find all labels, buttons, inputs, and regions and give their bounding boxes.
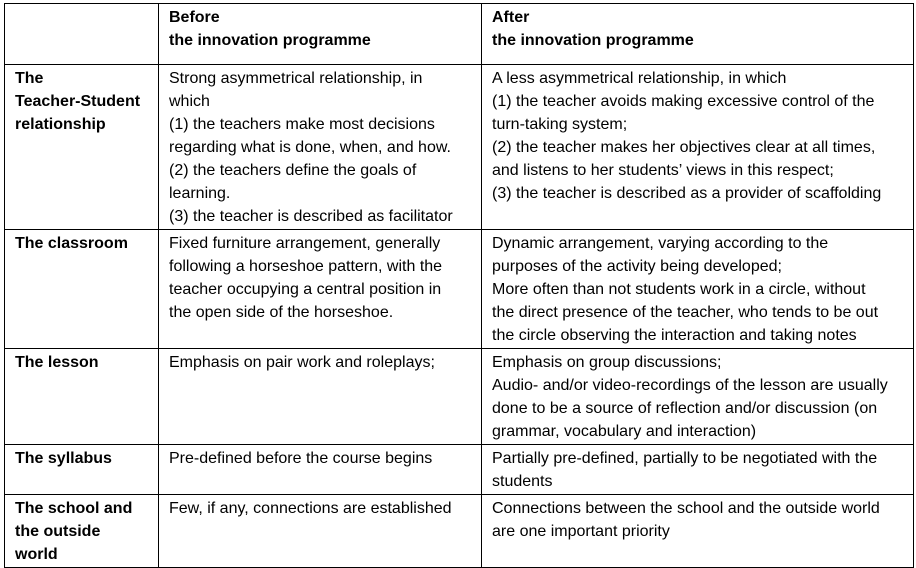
corner-cell <box>5 4 159 65</box>
cell-line: turn-taking system; <box>492 116 628 133</box>
before-cell <box>159 495 482 568</box>
cell-line: students <box>492 473 553 490</box>
cell-line: Connections between the school and the outside world <box>492 500 880 517</box>
cell-line: (2) the teachers define the goals of <box>169 162 417 179</box>
table-row-school-outside-world <box>5 495 914 568</box>
label-line: The lesson <box>15 354 99 371</box>
cell-line: the circle observing the interaction and taking notes <box>492 327 857 344</box>
cell-line: the direct presence of the teacher, who tends to be out <box>492 304 879 321</box>
after-cell <box>482 495 914 568</box>
header-line: Before <box>169 9 220 26</box>
after-cell <box>482 65 914 230</box>
label-line: the outside <box>15 523 101 540</box>
header-line: the innovation programme <box>492 32 694 49</box>
label-line: The classroom <box>15 235 128 252</box>
cell-line: learning. <box>169 185 231 202</box>
cell-line: Few, if any, connections are established <box>169 500 452 517</box>
before-cell <box>159 349 482 445</box>
row-label <box>5 230 159 349</box>
cell-line: and listens to her students’ views in this respect; <box>492 162 834 179</box>
cell-line: regarding what is done, when, and how. <box>169 139 451 156</box>
cell-line: (3) the teacher is described as facilitator <box>169 208 453 225</box>
table-row-lesson <box>5 349 914 445</box>
cell-line: Fixed furniture arrangement, generally <box>169 235 441 252</box>
cell-line: purposes of the activity being developed; <box>492 258 782 275</box>
before-cell <box>159 445 482 495</box>
table-row-syllabus <box>5 445 914 495</box>
cell-line: (3) the teacher is described as a provider of scaffolding <box>492 185 882 202</box>
cell-line: the open side of the horseshoe. <box>169 304 394 321</box>
cell-line: teacher occupying a central position in <box>169 281 442 298</box>
row-label <box>5 495 159 568</box>
cell-line: Emphasis on pair work and roleplays; <box>169 354 435 371</box>
column-header-before <box>159 4 482 65</box>
header-line: the innovation programme <box>169 32 371 49</box>
row-label <box>5 445 159 495</box>
cell-line: Partially pre-defined, partially to be negotiated with the <box>492 450 878 467</box>
table-row-classroom <box>5 230 914 349</box>
cell-line: (1) the teachers make most decisions <box>169 116 435 133</box>
label-line: relationship <box>15 116 106 133</box>
after-cell <box>482 349 914 445</box>
before-cell <box>159 230 482 349</box>
cell-line: done to be a source of reflection and/or discussion (on <box>492 400 878 417</box>
before-cell <box>159 65 482 230</box>
cell-line: A less asymmetrical relationship, in which <box>492 70 787 87</box>
cell-line: Audio- and/or video-recordings of the lesson are usually <box>492 377 888 394</box>
table-row-teacher-student <box>5 65 914 230</box>
header-line: After <box>492 9 530 26</box>
label-line: world <box>15 546 58 563</box>
cell-line: Pre-defined before the course begins <box>169 450 433 467</box>
header-row <box>5 4 914 65</box>
cell-line: More often than not students work in a circle, without <box>492 281 866 298</box>
label-line: The syllabus <box>15 450 112 467</box>
comparison-table <box>4 3 914 568</box>
label-line: Teacher-Student <box>15 93 141 110</box>
row-label <box>5 65 159 230</box>
cell-line: are one important priority <box>492 523 670 540</box>
after-cell <box>482 445 914 495</box>
cell-line: Dynamic arrangement, varying according to the <box>492 235 829 252</box>
cell-line: following a horseshoe pattern, with the <box>169 258 443 275</box>
cell-line: Emphasis on group discussions; <box>492 354 722 371</box>
cell-line: grammar, vocabulary and interaction) <box>492 423 757 440</box>
after-cell <box>482 230 914 349</box>
label-line: The <box>15 70 44 87</box>
cell-line: Strong asymmetrical relationship, in <box>169 70 423 87</box>
cell-line: (1) the teacher avoids making excessive control of the <box>492 93 875 110</box>
cell-line: which <box>169 93 210 110</box>
cell-line: (2) the teacher makes her objectives clear at all times, <box>492 139 876 156</box>
label-line: The school and <box>15 500 133 517</box>
row-label <box>5 349 159 445</box>
column-header-after <box>482 4 914 65</box>
